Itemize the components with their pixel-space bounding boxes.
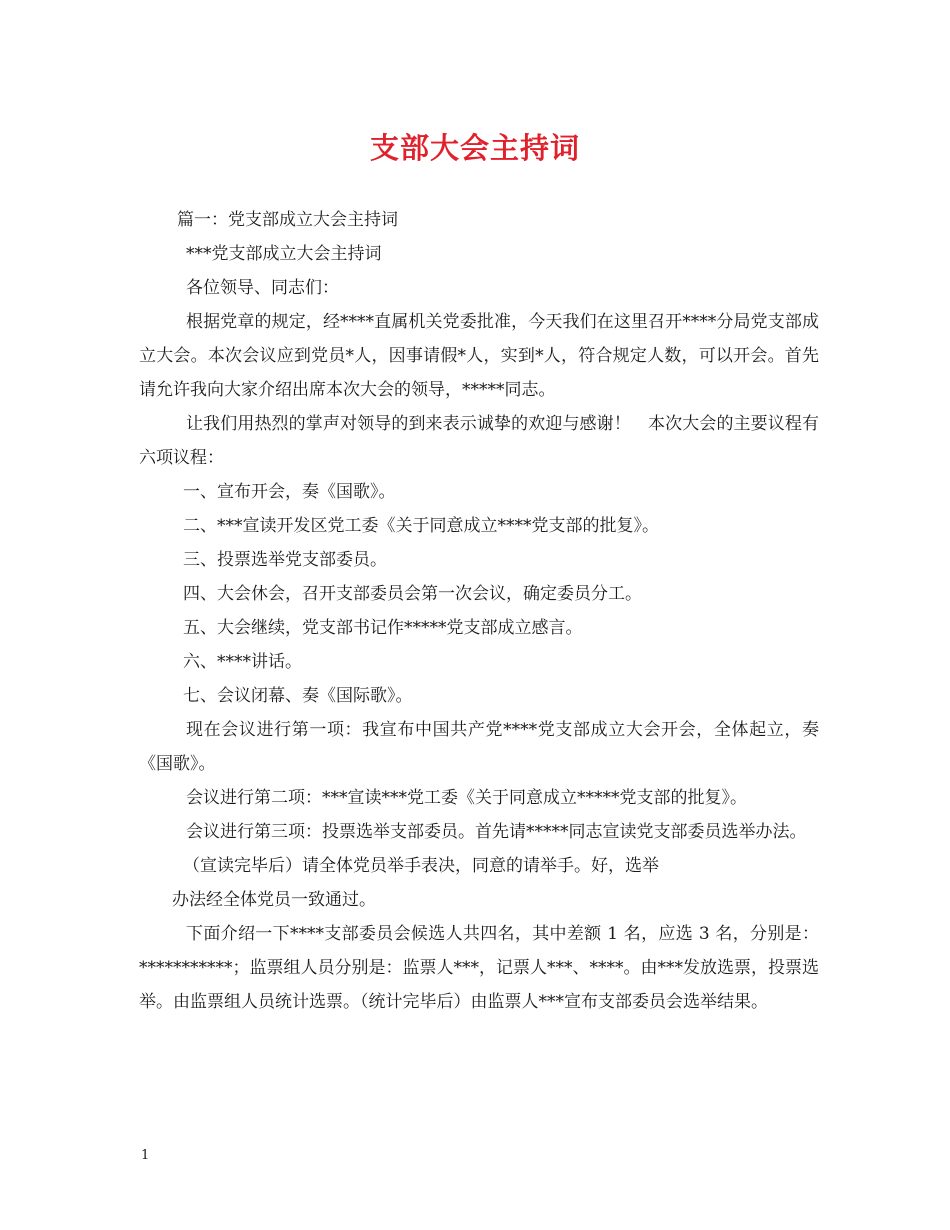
paragraph-item-three: 会议进行第三项：投票选举支部委员。首先请*****同志宣读党支部委员选举办法。 (186, 822, 807, 842)
paragraph-vote-result: 办法经全体党员一致通过。 (172, 890, 376, 910)
page-number: 1 (141, 1148, 150, 1163)
paragraph-vote-prompt: （宣读完毕后）请全体党员举手表决，同意的请举手。好，选举 (183, 856, 659, 876)
section-heading: 篇一：党支部成立大会主持词 (177, 210, 398, 230)
agenda-item: 六、****讲话。 (183, 652, 302, 672)
paragraph-item-one: 现在会议进行第一项：我宣布中国共产党****党支部成立大会开会，全体起立，奏《国歌》。 (139, 720, 819, 774)
agenda-item: 七、会议闭幕、奏《国际歌》。 (183, 686, 413, 706)
paragraph-item-two: 会议进行第二项：***宣读***党工委《关于同意成立*****党支部的批复》。 (186, 788, 747, 808)
agenda-item: 三、投票选举党支部委员。 (183, 550, 387, 570)
agenda-item: 四、大会休会，召开支部委员会第一次会议，确定委员分工。 (183, 584, 642, 604)
agenda-item: 一、宣布开会，奏《国歌》。 (183, 482, 396, 502)
salutation: 各位领导、同志们： (186, 278, 339, 298)
agenda-item: 二、***宣读开发区党工委《关于同意成立****党支部的批复》。 (183, 516, 659, 536)
document-body (139, 203, 819, 1019)
document-title: 支部大会主持词 (369, 131, 580, 165)
subtitle-line: ***党支部成立大会主持词 (186, 244, 382, 264)
paragraph-agenda-intro: 让我们用热烈的掌声对领导的到来表示诚挚的欢迎与感谢！ 本次大会的主要议程有六项议程： (139, 414, 819, 468)
paragraph-candidates: 下面介绍一下****支部委员会候选人共四名，其中差额 1 名，应选 3 名，分别是：***********；监票组人员分别是：监票人***，记票人***、****。由***发放选票，投票选举。由监票组人员统计选票。（统计完毕后）由监票人***宣布支部委员会选举结果。 (139, 924, 819, 1012)
paragraph-intro: 根据党章的规定，经****直属机关党委批准，今天我们在这里召开****分局党支部成立大会。本次会议应到党员*人，因事请假*人，实到*人，符合规定人数，可以开会。首先请允许我向大家介绍出席本次大会的领导，*****同志。 (139, 312, 819, 400)
agenda-item: 五、大会继续，党支部书记作*****党支部成立感言。 (183, 618, 583, 638)
